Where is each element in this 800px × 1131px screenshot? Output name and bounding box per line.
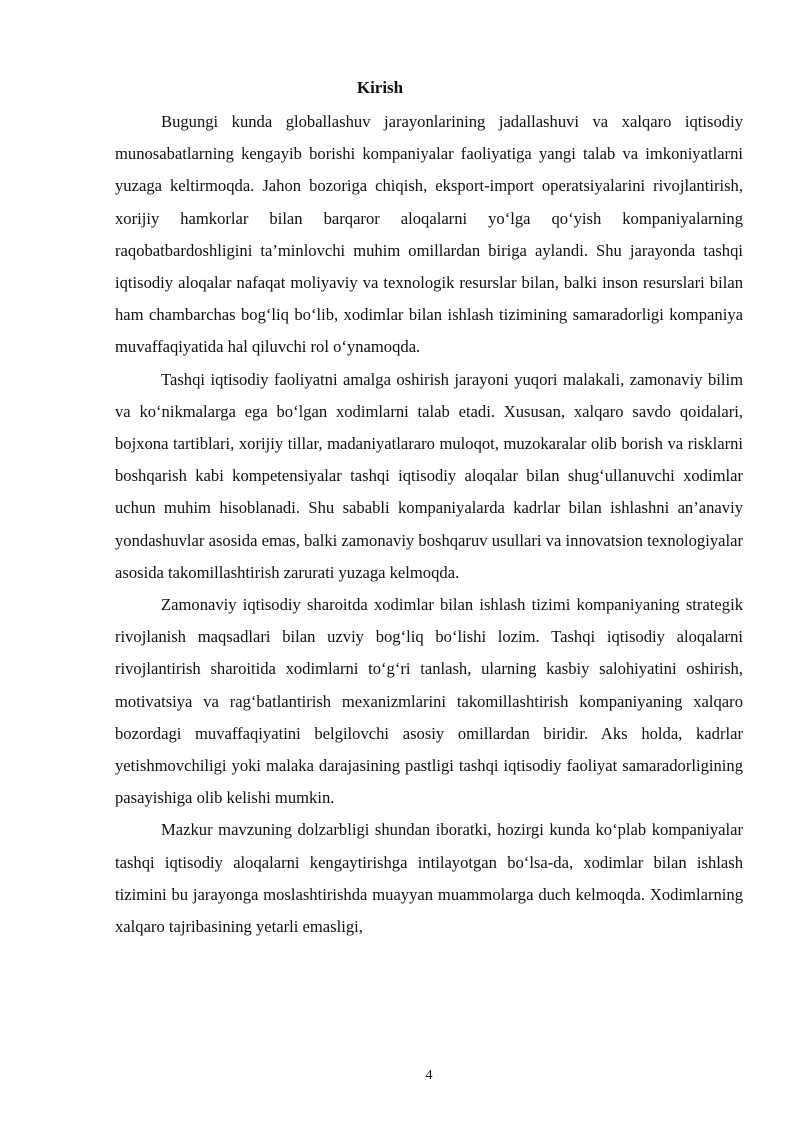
paragraph: Bugungi kunda globallashuv jarayonlarining jadallashuvi va xalqaro iqtisodiy munosabatlarning kengayib borishi kompaniyalar faoliyatiga yangi talab va imkoniyatlarni yuzaga keltirmoqda. Jahon bozoriga chiqish, eksport-import operatsiyalarini rivojlantirish, xorijiy hamkorlar bilan barqaror aloqalarni yo‘lga qo‘yish kompaniyalarning raqobatbardoshligini ta’minlovchi muhim omillardan biriga aylandi. Shu jarayonda tashqi iqtisodiy aloqalar nafaqat moliyaviy va texnologik resurslar bilan, balki inson resurslari bilan ham chambarchas bog‘liq bo‘lib, xodimlar bilan ishlash tizimining samaradorligi kompaniya muvaffaqiyatida hal qiluvchi rol o‘ynamoqda. bbox=[115, 112, 743, 357]
page-number: 4 bbox=[425, 1068, 433, 1083]
paragraph: Tashqi iqtisodiy faoliyatni amalga oshirish jarayoni yuqori malakali, zamonaviy bilim va ko‘nikmalarga ega bo‘lgan xodimlarni talab etadi. Xususan, xalqaro savdo qoidalari, bojxona tartiblari, xorijiy tillar, madaniyatlararo muloqot, muzokaralar olib borish va risklarni boshqarish kabi kompetensiyalar tashqi iqtisodiy aloqalar bilan shug‘ullanuvchi xodimlar uchun muhim hisoblanadi. Shu sababli kompaniyalarda kadrlar bilan ishlashni an’anaviy yondashuvlar asosida emas, balki zamonaviy boshqaruv usullari va innovatsion texnologiyalar asosida takomillashtirish zarurati yuzaga kelmoqda. bbox=[115, 369, 743, 582]
paragraph: Mazkur mavzuning dolzarbligi shundan iboratki, hozirgi kunda ko‘plab kompaniyalar tashqi iqtisodiy aloqalarni kengaytirishga intilayotgan bo‘lsa-da, xodimlar bilan ishlash tizimini bu jarayonga moslashtirishda muayyan muammolarga duch kelmoqda. Xodimlarning xalqaro tajribasining yetarli emasligi, bbox=[115, 820, 743, 937]
paragraph: Zamonaviy iqtisodiy sharoitda xodimlar bilan ishlash tizimi kompaniyaning strategik rivojlanish maqsadlari bilan uzviy bog‘liq bo‘lishi lozim. Tashqi iqtisodiy aloqalarni rivojlantirish sharoitida xodimlarni to‘g‘ri tanlash, ularning kasbiy salohiyatini oshirish, motivatsiya va rag‘batlantirish mexanizmlarini takomillashtirish kompaniyaning xalqaro bozordagi muvaffaqiyatini belgilovchi asosiy omillardan biridir. Aks holda, kadrlar yetishmovchiligi yoki malaka darajasining pastligi tashqi iqtisodiy faoliyat samaradorligining pasayishiga olib kelishi mumkin. bbox=[115, 595, 743, 808]
section-heading: Kirish bbox=[356, 78, 404, 97]
document-body bbox=[115, 106, 743, 943]
